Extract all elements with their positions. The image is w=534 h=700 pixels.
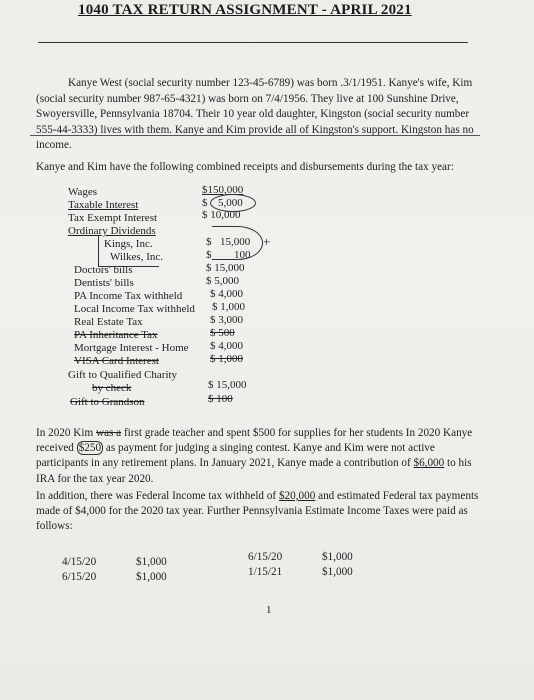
taxable-interest-label: Taxable Interest bbox=[68, 199, 139, 211]
document-title: 1040 TAX RETURN ASSIGNMENT - APRIL 2021 bbox=[78, 2, 412, 18]
payment-amount: $1,000 bbox=[136, 571, 167, 583]
withholding-paragraph bbox=[36, 489, 482, 535]
dentists-bills-label: Dentists' bills bbox=[74, 277, 134, 289]
plus-mark: + bbox=[263, 234, 271, 249]
visa-card-interest-label: VISA Card Interest bbox=[74, 355, 159, 367]
title-rule bbox=[38, 42, 468, 43]
tax-exempt-interest-label: Tax Exempt Interest bbox=[68, 212, 158, 224]
mortgage-interest-label: Mortgage Interest - Home bbox=[74, 342, 189, 354]
pa-inheritance-tax-label: PA Inheritance Tax bbox=[74, 329, 158, 341]
section-rule bbox=[30, 135, 480, 136]
kings-amount: 15,000 bbox=[220, 236, 251, 248]
mortgage-interest-amount: $ 4,000 bbox=[210, 340, 243, 352]
pa-income-tax-amount: $ 4,000 bbox=[210, 288, 243, 300]
wages-label: Wages bbox=[68, 186, 98, 198]
ordinary-dividends-label: Ordinary Dividends bbox=[68, 225, 156, 237]
wilkes-amount: 100 bbox=[234, 249, 251, 261]
by-check-label: by check bbox=[92, 382, 132, 394]
taxable-interest-dollar: $ bbox=[202, 197, 208, 209]
payment-date: 6/15/20 bbox=[248, 551, 283, 563]
doctors-bills-amount: $ 15,000 bbox=[206, 262, 245, 274]
page-number: 1 bbox=[266, 604, 272, 616]
payment-amount: $1,000 bbox=[322, 566, 353, 578]
payment-date: 1/15/21 bbox=[248, 566, 283, 578]
gift-grandson-label: Gift to Grandson bbox=[70, 396, 145, 408]
receipts-intro: Kanye and Kim have the following combined receipts and disbursements during the tax year: bbox=[36, 161, 454, 173]
gift-grandson-amount: $ 100 bbox=[208, 393, 233, 405]
tax-exempt-interest-amount: $ 10,000 bbox=[202, 209, 241, 221]
para1-text-a: In 2020 Kim bbox=[36, 427, 96, 439]
local-income-tax-label: Local Income Tax withheld bbox=[74, 303, 195, 315]
taxable-interest-amount: 5,000 bbox=[218, 197, 243, 209]
pa-income-tax-label: PA Income Tax withheld bbox=[74, 290, 183, 302]
dentists-bills-amount: $ 5,000 bbox=[206, 275, 239, 287]
payment-amount: $1,000 bbox=[322, 551, 353, 563]
pa-inheritance-tax-amount: $ 500 bbox=[210, 327, 235, 339]
para2-text-b: and estimated Federal tax payments made of $4,000 for the 2020 tax year. Further Pennsylvania Estimate Income Taxes were paid as follows: bbox=[36, 490, 479, 533]
teacher-paragraph bbox=[36, 426, 482, 487]
intro-paragraph bbox=[36, 76, 474, 154]
para1-boxed-amount: $250 bbox=[78, 442, 102, 455]
kings-label: Kings, Inc. bbox=[104, 238, 153, 250]
para2-withheld-amount: $20,000 bbox=[278, 490, 316, 502]
wilkes-dollar: $ bbox=[206, 249, 212, 261]
wilkes-label: Wilkes, Inc. bbox=[110, 251, 164, 263]
para1-text-b: first grade teacher and spent $500 for supplies for her students In 2020 Kanye received bbox=[36, 427, 473, 455]
para1-ira-amount: $6,000 bbox=[413, 457, 445, 470]
gift-charity-label: Gift to Qualified Charity bbox=[68, 369, 178, 381]
kings-dollar: $ bbox=[206, 236, 212, 248]
payment-amount: $1,000 bbox=[136, 556, 167, 568]
doctors-bills-label: Doctors' bills bbox=[74, 264, 133, 276]
wages-amount: $150,000 bbox=[202, 184, 244, 196]
para2-text-a: In addition, there was Federal Income tax withheld of bbox=[36, 490, 279, 502]
para1-text-c: as payment for judging a singing contest. Kanye and Kim were not active participants in any retirement plans. In January 2021, Kanye made a contribution of bbox=[36, 442, 435, 470]
para1-strike: was a bbox=[95, 427, 122, 439]
intro-text: Kanye West (social security number 123-45-6789) was born .3/1/1951. Kanye's wife, Kim (social security number 987-65-4321) was born on 7/4/1956. They live at 100 Sunshine Drive, Swoyersville, Pennsylvania 18704. Their 10 year old daughter, Kingston (social security number 555-44-3333) lives with them. Kanye and Kim provide all of Kingston's support. Kingston has no income. bbox=[36, 77, 474, 152]
real-estate-tax-amount: $ 3,000 bbox=[210, 314, 243, 326]
by-check-amount: $ 15,000 bbox=[208, 379, 247, 391]
visa-card-interest-amount: $ 1,000 bbox=[210, 353, 243, 365]
para1-text-d: to his IRA for the tax year 2020. bbox=[36, 457, 472, 485]
local-income-tax-amount: $ 1,000 bbox=[212, 301, 245, 313]
payment-date: 4/15/20 bbox=[62, 556, 97, 568]
payment-date: 6/15/20 bbox=[62, 571, 97, 583]
real-estate-tax-label: Real Estate Tax bbox=[74, 316, 143, 328]
